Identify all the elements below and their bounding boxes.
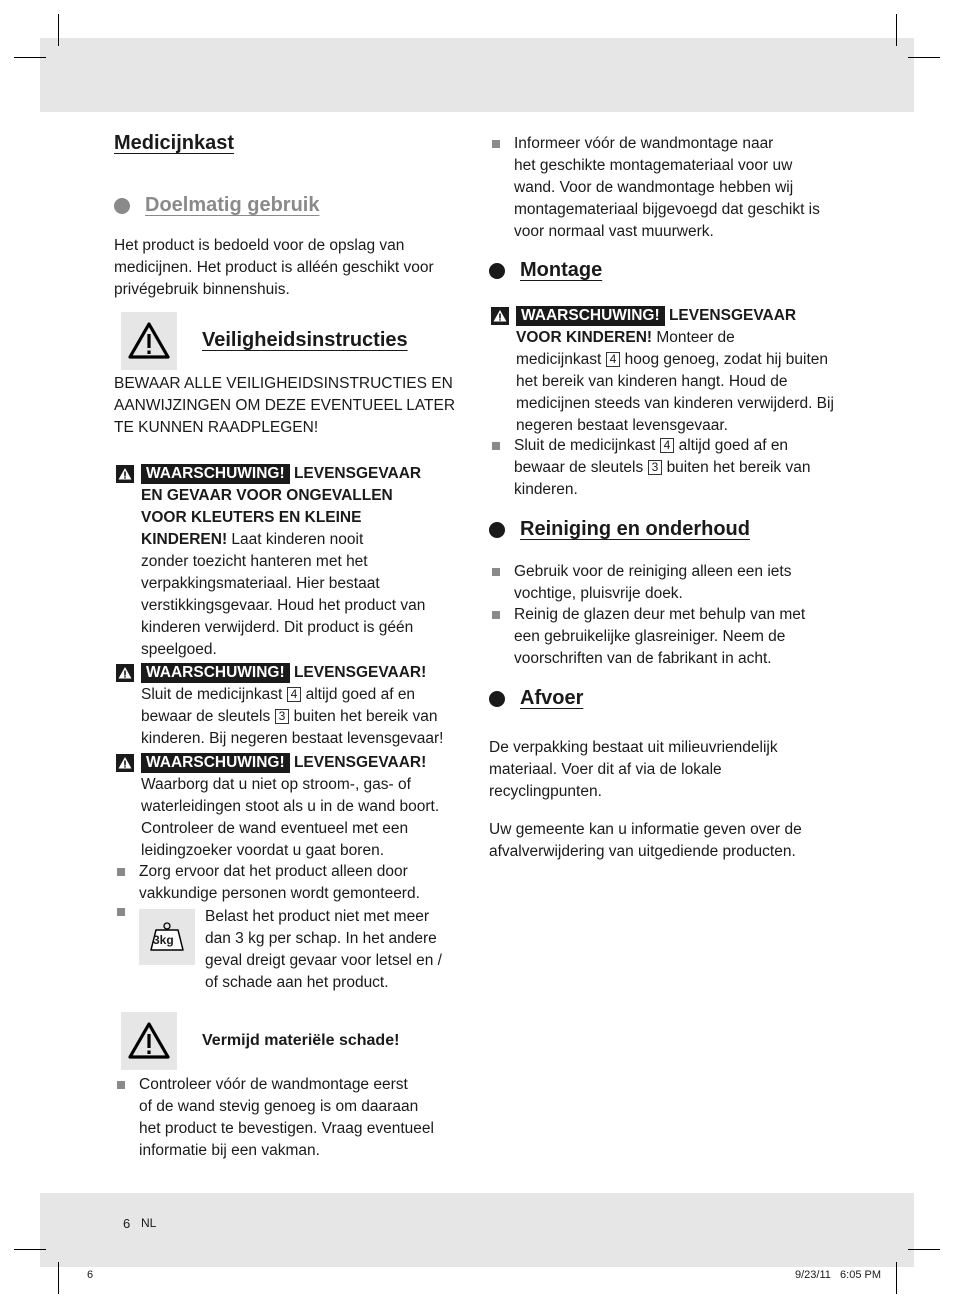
- crop-mark: [896, 14, 897, 46]
- list-item: Belast het product niet met meer dan 3 kg per schap. In het andere geval dreigt gevaar voor letsel en / of schade aan het product.: [205, 908, 442, 991]
- crop-mark: [58, 14, 59, 46]
- warning-triangle-icon: [116, 465, 134, 483]
- header-band: [40, 38, 914, 112]
- warning-badge: WAARSCHUWING!: [141, 464, 290, 484]
- list-square-icon: [492, 611, 500, 619]
- list-item: Controleer vóór de wandmontage eerst of de wand stevig genoeg is om daaraan het product te bevestigen. Vraag eventueel informatie bij een vakman.: [139, 1076, 434, 1159]
- safety-heading: Veiligheidsinstructies: [202, 329, 408, 351]
- page-number: 6: [123, 1216, 131, 1231]
- list-square-icon: [492, 442, 500, 450]
- warning-triangle-icon: [121, 1012, 177, 1070]
- cleaning-heading: Reiniging en onderhoud: [520, 518, 750, 540]
- language-code: NL: [141, 1216, 157, 1230]
- part-ref: 4: [606, 352, 621, 367]
- warning-triangle-icon: [121, 312, 177, 370]
- crop-mark: [14, 1249, 46, 1250]
- disposal-text: De verpakking bestaat uit milieuvriendelijk materiaal. Voer dit af via de lokale recyclingpunten.: [489, 739, 778, 800]
- part-ref: 4: [287, 687, 302, 702]
- part-ref: 4: [660, 438, 675, 453]
- warning-children-block: WAARSCHUWING! LEVENSGEVAAR EN GEVAAR VOOR ONGEVALLEN VOOR KLEUTERS EN KLEINE KINDEREN! Laat kinderen nooit zonder toezicht hanteren met het verpakkingsmateriaal. Hier bestaat verstikkingsgevaar. Houd het product van kinderen verwijderd. Dit product is géén speelgoed.: [141, 465, 426, 658]
- warning-badge: WAARSCHUWING!: [516, 306, 665, 326]
- footer-band: [40, 1193, 914, 1267]
- crop-mark: [58, 1262, 59, 1294]
- list-square-icon: [117, 908, 125, 916]
- section-dot-icon: [489, 522, 505, 538]
- slug-date: 9/23/11 6:05 PM: [795, 1269, 882, 1281]
- keep-instructions-text: BEWAAR ALLE VEILIGHEIDSINSTRUCTIES EN AANWIJZINGEN OM DEZE EVENTUEEL LATER TE KUNNEN RAADPLEGEN!: [114, 375, 456, 436]
- list-item: Zorg ervoor dat het product alleen door vakkundige personen wordt gemonteerd.: [139, 863, 420, 902]
- disposal-heading: Afvoer: [520, 687, 584, 709]
- list-item: Gebruik voor de reiniging alleen een iets vochtige, pluisvrije doek.: [514, 563, 792, 602]
- crop-mark: [14, 57, 46, 58]
- warning-triangle-icon: [116, 754, 134, 772]
- warning-triangle-icon: [116, 664, 134, 682]
- crop-mark: [908, 57, 940, 58]
- weight-label: 3kg: [153, 933, 174, 947]
- warning-badge: WAARSCHUWING!: [141, 753, 290, 773]
- damage-heading: Vermijd materiële schade!: [202, 1032, 400, 1049]
- list-item: Sluit de medicijnkast 4 altijd goed af en bewaar de sleutels 3 buiten het bereik van kinderen.: [514, 437, 811, 498]
- list-square-icon: [117, 868, 125, 876]
- part-ref: 3: [275, 709, 290, 724]
- warning-badge: WAARSCHUWING!: [141, 663, 290, 683]
- slug-page: 6: [87, 1269, 94, 1281]
- intended-use-text: Het product is bedoeld voor de opslag van medicijnen. Het product is alléén geschikt voor privégebruik binnenshuis.: [114, 237, 434, 298]
- section-dot-icon: [489, 263, 505, 279]
- weight-3kg-icon: [139, 909, 195, 965]
- warning-keys-block: WAARSCHUWING! LEVENSGEVAAR! Sluit de medicijnkast 4 altijd goed af en bewaar de sleutels 3 buiten het bereik van kinderen. Bij negeren bestaat levensgevaar!: [141, 664, 444, 747]
- section-dot-icon: [489, 691, 505, 707]
- part-ref: 3: [648, 460, 663, 475]
- warning-triangle-icon: [491, 307, 509, 325]
- list-square-icon: [117, 1081, 125, 1089]
- list-item: Informeer vóór de wandmontage naar het geschikte montagemateriaal voor uw wand. Voor de wandmontage hebben wij montagemateriaal bijgevoegd dat geschikt is voor normaal vast muurwerk.: [514, 135, 820, 240]
- crop-mark: [896, 1262, 897, 1294]
- montage-heading: Montage: [520, 259, 603, 281]
- warning-drilling-block: WAARSCHUWING! LEVENSGEVAAR! Waarborg dat u niet op stroom-, gas- of waterleidingen stoot als u in de wand boort. Controleer de wand eventueel met een leidingzoeker voordat u gaat boren.: [141, 754, 440, 859]
- list-square-icon: [492, 140, 500, 148]
- intended-use-heading: Doelmatig gebruik: [145, 194, 320, 216]
- list-square-icon: [492, 568, 500, 576]
- warning-montage-block: WAARSCHUWING! LEVENSGEVAAR VOOR KINDEREN! Monteer de medicijnkast 4 hoog genoeg, zodat hij buiten het bereik van kinderen hangt. Houd de medicijnen steeds van kinderen verwijderd. Bij negeren bestaat levensgevaar.: [516, 307, 834, 434]
- disposal-text: Uw gemeente kan u informatie geven over de afvalverwijdering van uitgediende producten.: [489, 821, 802, 860]
- crop-mark: [908, 1249, 940, 1250]
- section-dot-icon: [114, 198, 130, 214]
- list-item: Reinig de glazen deur met behulp van met een gebruikelijke glasreiniger. Neem de voorschriften van de fabrikant in acht.: [514, 606, 806, 667]
- page-title: Medicijnkast: [114, 132, 235, 154]
